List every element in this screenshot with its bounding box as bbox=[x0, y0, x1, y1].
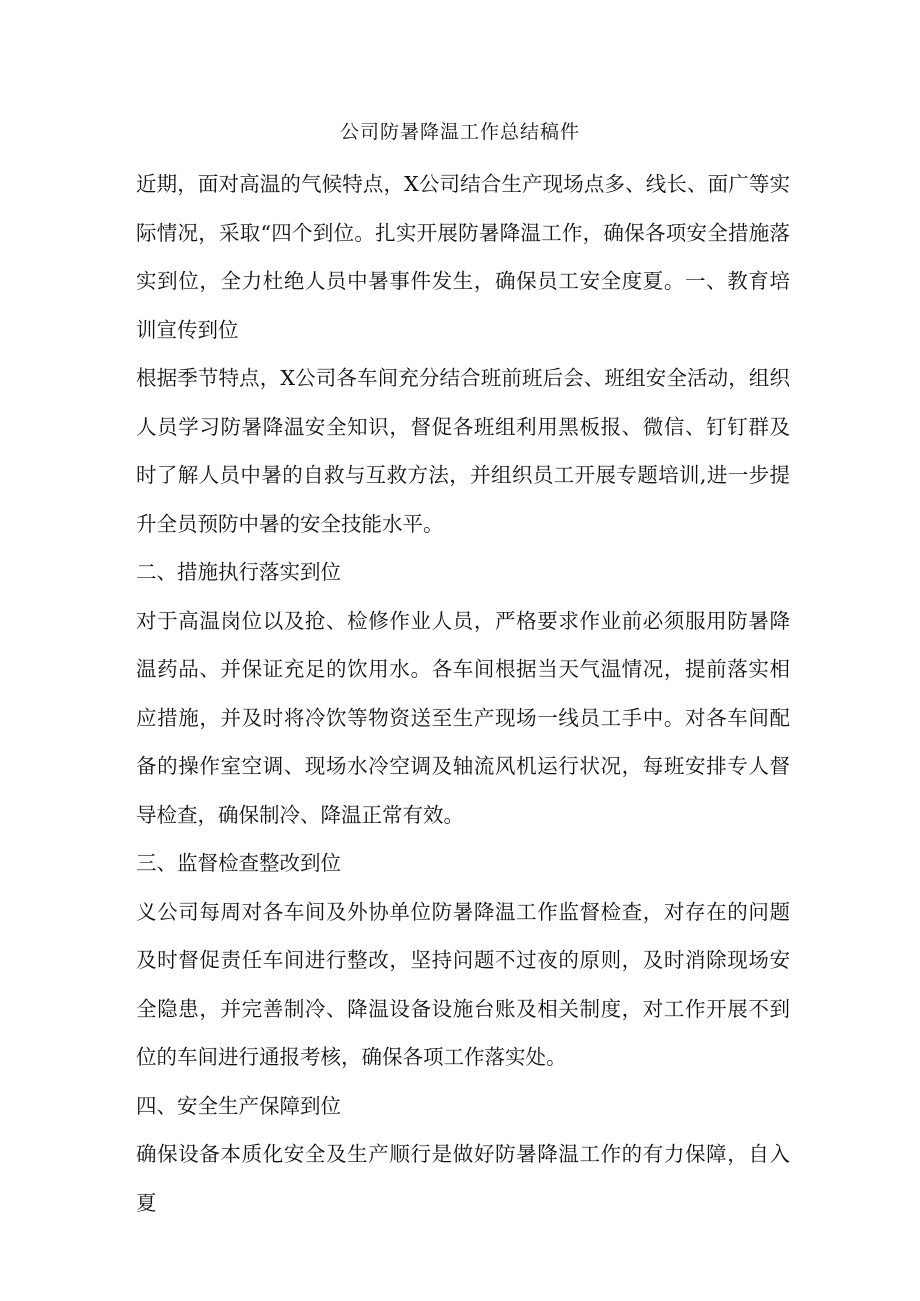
section-heading-inspection: 三、监督检查整改到位 bbox=[136, 851, 341, 875]
paragraph-training: 根据季节特点，X公司各车间充分结合班前班后会、班组安全活动，组织人员学习防暑降温安全知识，督促各班组利用黑板报、微信、钉钉群及时了解人员中暑的自救与互救方法，并组织员工开展专题培训,进一步提升全员预防中暑的安全技能水平。 bbox=[136, 366, 790, 536]
document-body bbox=[136, 160, 790, 1227]
paragraph-safety: 确保设备本质化安全及生产顺行是做好防暑降温工作的有力保障，自入夏 bbox=[136, 1142, 790, 1215]
paragraph-intro: 近期，面对高温的气候特点，X公司结合生产现场点多、线长、面广等实际情况，采取“四个到位。扎实开展防暑降温工作，确保各项安全措施落实到位，全力杜绝人员中暑事件发生，确保员工安全度夏。一、教育培训宣传到位 bbox=[136, 172, 790, 342]
paragraph-measures: 对于高温岗位以及抢、检修作业人员，严格要求作业前必须服用防暑降温药品、并保证充足的饮用水。各车间根据当天气温情况，提前落实相应措施，并及时将冷饮等物资送至生产现场一线员工手中。对各车间配备的操作室空调、现场水冷空调及轴流风机运行状况，每班安排专人督导检查，确保制冷、降温正常有效。 bbox=[136, 608, 790, 827]
section-heading-measures: 二、措施执行落实到位 bbox=[136, 560, 341, 584]
section-heading-safety: 四、安全生产保障到位 bbox=[136, 1093, 341, 1118]
document-title: 公司防暑降温工作总结稿件 bbox=[339, 121, 580, 143]
paragraph-inspection: 义公司每周对各车间及外协单位防暑降温工作监督检查，对存在的问题及时督促责任车间进行整改，坚持问题不过夜的原则，及时消除现场安全隐患，并完善制冷、降温设备设施台账及相关制度，对工作开展不到位的车间进行通报考核，确保各项工作落实处。 bbox=[136, 899, 790, 1069]
